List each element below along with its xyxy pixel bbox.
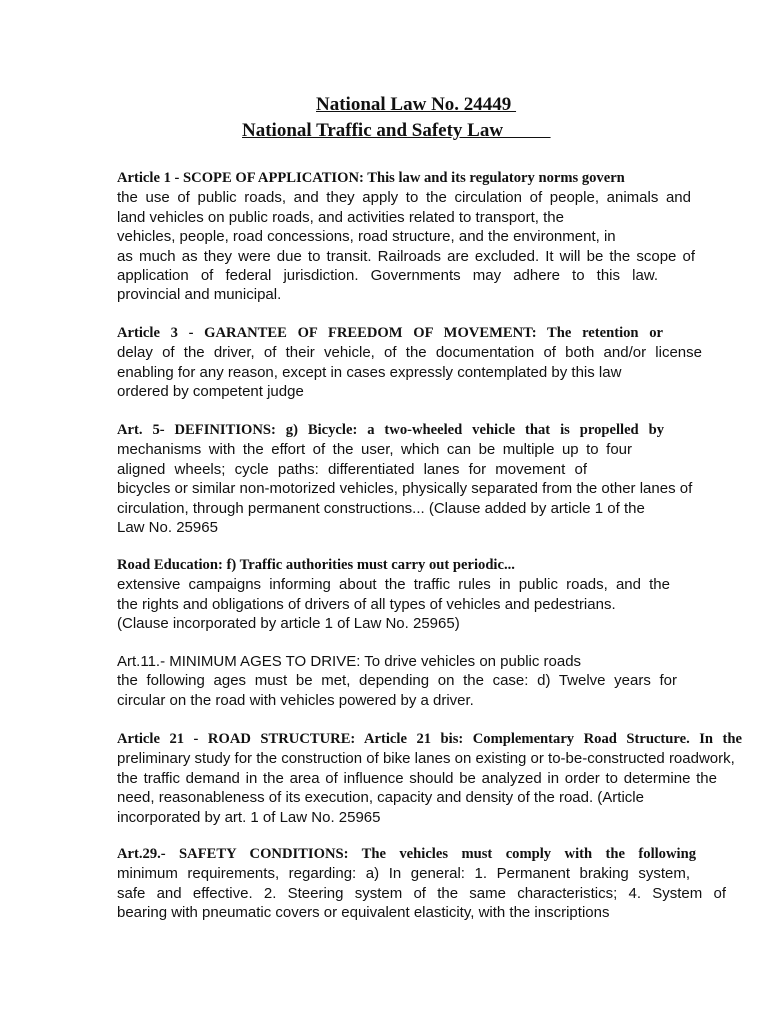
paragraph-line: circular on the road with vehicles powered by a driver. — [117, 691, 474, 709]
paragraph-line: bearing with pneumatic covers or equivalent elasticity, with the inscriptions — [117, 904, 610, 922]
paragraph-line: land vehicles on public roads, and activities related to transport, the — [117, 208, 564, 226]
paragraph-line: safe and effective. 2. Steering system of the same characteristics; 4. System of — [117, 884, 726, 902]
section-article-29 — [117, 845, 747, 923]
paragraph-line: the use of public roads, and they apply to the circulation of people, animals and — [117, 189, 691, 207]
paragraph-line: incorporated by art. 1 of Law No. 25965 — [117, 808, 381, 826]
paragraph-line: as much as they were due to transit. Railroads are excluded. It will be the scope of — [117, 247, 695, 265]
section-article-21 — [117, 730, 747, 827]
paragraph-line: application of federal jurisdiction. Governments may adhere to this law. — [117, 266, 658, 284]
section-article-11 — [117, 652, 747, 710]
paragraph-line: vehicles, people, road concessions, road structure, and the environment, in — [117, 228, 616, 246]
paragraph-line: the following ages must be met, depending on the case: d) Twelve years for — [117, 672, 677, 690]
section-article-1 — [117, 169, 747, 305]
paragraph-line: the rights and obligations of drivers of all types of vehicles and pedestrians. — [117, 595, 616, 613]
paragraph-line: Law No. 25965 — [117, 518, 218, 536]
section-heading: Article 21 - ROAD STRUCTURE: Article 21 bis: Complementary Road Structure. In the — [117, 731, 742, 747]
paragraph-line: the traffic demand in the area of influence should be analyzed in order to determine the — [117, 769, 717, 787]
section-heading: Art.11.- MINIMUM AGES TO DRIVE: To drive vehicles on public roads — [117, 653, 582, 670]
paragraph-line: bicycles or similar non-motorized vehicles, physically separated from the other lanes of — [117, 480, 693, 498]
document-title: National Law No. 24449 — [316, 94, 517, 115]
section-heading: Art.29.- SAFETY CONDITIONS: The vehicles must comply with the following — [117, 846, 696, 862]
paragraph-line: ordered by competent judge — [117, 383, 304, 401]
paragraph-line: provincial and municipal. — [117, 286, 282, 304]
paragraph-line: circulation, through permanent constructions... (Clause added by article 1 of the — [117, 499, 645, 517]
section-article-3 — [117, 324, 747, 402]
paragraph-line: mechanisms with the effort of the user, which can be multiple up to four — [117, 441, 632, 459]
section-road-education — [117, 556, 747, 634]
paragraph-line: extensive campaigns informing about the traffic rules in public roads, and the — [117, 576, 670, 594]
section-heading: Article 3 - GARANTEE OF FREEDOM OF MOVEMENT: The retention or — [117, 325, 663, 341]
paragraph-line: delay of the driver, of their vehicle, of the documentation of both and/or license — [117, 344, 702, 362]
paragraph-line: preliminary study for the construction of bike lanes on existing or to-be-constructed roadwork, — [117, 750, 735, 768]
paragraph-line: need, reasonableness of its execution, capacity and density of the road. (Article — [117, 789, 644, 807]
paragraph-line: (Clause incorporated by article 1 of Law No. 25965) — [117, 615, 460, 633]
document-subtitle: National Traffic and Safety Law — [242, 120, 551, 141]
paragraph-line: aligned wheels; cycle paths: differentiated lanes for movement of — [117, 460, 587, 478]
paragraph-line: enabling for any reason, except in cases expressly contemplated by this law — [117, 363, 622, 381]
section-heading: Art. 5- DEFINITIONS: g) Bicycle: a two-wheeled vehicle that is propelled by — [117, 422, 664, 438]
paragraph-line: minimum requirements, regarding: a) In general: 1. Permanent braking system, — [117, 865, 690, 883]
section-heading: Article 1 - SCOPE OF APPLICATION: This law and its regulatory norms govern — [117, 170, 625, 186]
section-article-5 — [117, 421, 747, 537]
section-heading: Road Education: f) Traffic authorities must carry out periodic... — [117, 557, 515, 573]
